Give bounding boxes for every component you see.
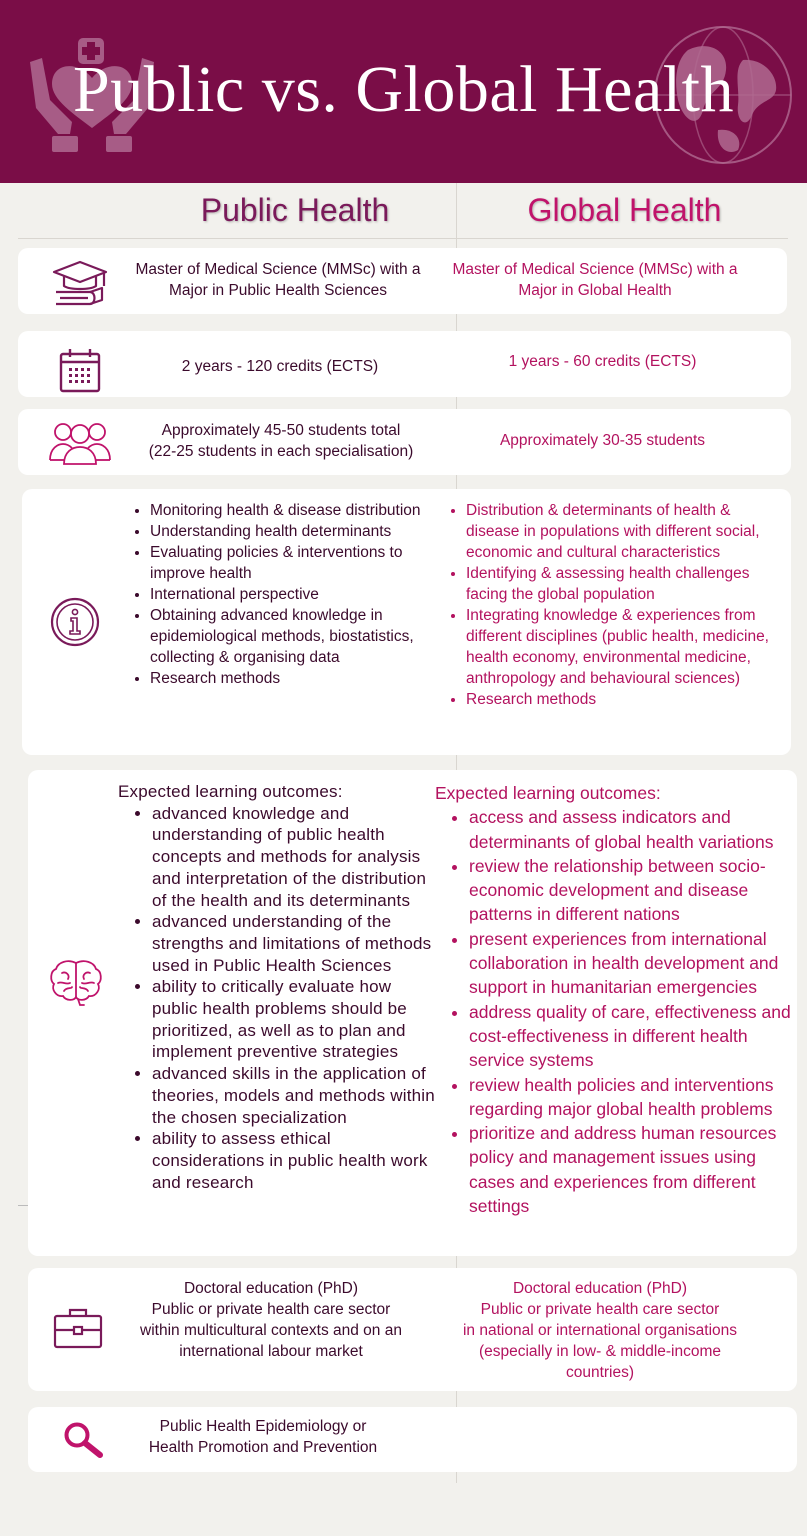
outcomes-global-title: Expected learning outcomes: <box>435 783 661 803</box>
list-item: • Research methods <box>466 689 780 710</box>
careers-global-line2: Public or private health care sector <box>480 1301 720 1318</box>
outcomes-public <box>118 781 436 1193</box>
duration-public: 2 years - 120 credits (ECTS) <box>181 358 379 375</box>
careers-public-line4: international labour market <box>179 1343 363 1360</box>
list-item: • International perspective <box>150 584 424 605</box>
degree-global: Master of Medical Science (MMSc) with a Major in Global Health <box>452 261 738 299</box>
students-public-line1: Approximately 45-50 students total <box>161 422 401 439</box>
list-item: • Obtaining advanced knowledge in epidemiological methods, biostatistics, collecting & organising data <box>150 605 424 668</box>
column-heading-public-health: Public Health <box>200 192 390 228</box>
careers-public <box>118 1278 424 1362</box>
duration-global: 1 years - 60 credits (ECTS) <box>508 353 697 370</box>
calendar-icon <box>58 348 102 394</box>
list-item: • Research methods <box>150 668 424 689</box>
list-item: • address quality of care, effectiveness and cost-effectiveness in different health service systems <box>469 1000 800 1073</box>
list-item: • Monitoring health & disease distribution <box>150 500 424 521</box>
careers-global-line3: in national or international organisations <box>462 1322 737 1339</box>
careers-global-line5: countries) <box>565 1364 635 1381</box>
magnifier-icon <box>62 1420 106 1460</box>
list-item: • Understanding health determinants <box>150 521 424 542</box>
outcomes-public-title: Expected learning outcomes: <box>118 782 343 801</box>
list-item: • present experiences from international collaboration in health development and support in humanitarian emergencies <box>469 927 800 1000</box>
students-global: Approximately 30-35 students <box>499 432 706 449</box>
careers-public-line1: Doctoral education (PhD) <box>183 1280 359 1297</box>
list-item: • review health policies and interventions regarding major global health problems <box>469 1073 800 1122</box>
people-icon <box>48 420 112 466</box>
list-item: • advanced understanding of the strengths and limitations of methods used in Public Health Sciences <box>152 911 436 976</box>
specialisation-public <box>118 1416 408 1458</box>
list-item: • advanced skills in the application of theories, models and methods within the chosen specialization <box>152 1063 436 1128</box>
heading-rule <box>18 238 788 239</box>
graduation-cap-icon <box>50 256 110 308</box>
specialisation-public-line2: Health Promotion and Prevention <box>148 1439 378 1456</box>
list-item: • ability to assess ethical considerations in public health work and research <box>152 1128 436 1193</box>
info-icon <box>50 597 100 647</box>
list-item: • Identifying & assessing health challenges facing the global population <box>466 563 780 605</box>
list-item: • access and assess indicators and determinants of global health variations <box>469 805 800 854</box>
list-item: • Distribution & determinants of health & disease in populations with different social, economic and cultural characteristics <box>466 500 780 563</box>
list-item: • prioritize and address human resources policy and management issues using cases and experiences from different settings <box>469 1121 800 1218</box>
briefcase-icon <box>52 1306 104 1350</box>
page-title: Public vs. Global Health <box>73 53 734 126</box>
list-item: • advanced knowledge and understanding of public health concepts and methods for analysis and interpretation of the distribution of the health and its determinants <box>152 803 436 912</box>
careers-global <box>446 1278 754 1383</box>
outcomes-global <box>435 781 800 1218</box>
list-item: • Evaluating policies & interventions to improve health <box>150 542 424 584</box>
careers-public-line3: within multicultural contexts and on an <box>140 1322 402 1339</box>
brain-icon <box>48 957 104 1007</box>
content-global-list <box>450 500 780 710</box>
students-public-line2: (22-25 students in each specialisation) <box>148 443 414 460</box>
column-heading-global-health: Global Health <box>527 192 722 228</box>
content-public-list <box>134 500 424 689</box>
careers-global-line1: Doctoral education (PhD) <box>512 1280 688 1297</box>
careers-public-line2: Public or private health care sector <box>151 1301 391 1318</box>
list-item: • ability to critically evaluate how public health problems should be prioritized, as well as to plan and implement preventive strategies <box>152 976 436 1063</box>
careers-global-line4: (especially in low- & middle-income <box>478 1343 722 1360</box>
degree-public: Master of Medical Science (MMSc) with a Major in Public Health Sciences <box>135 261 421 299</box>
side-tick <box>18 1205 28 1206</box>
list-item: • Integrating knowledge & experiences from different disciplines (public health, medicine, health economy, environmental medicine, anthropology and behavioural sciences) <box>466 605 780 689</box>
list-item: • review the relationship between socio-economic development and disease patterns in different nations <box>469 854 800 927</box>
header-banner <box>0 0 807 183</box>
specialisation-public-line1: Public Health Epidemiology or <box>159 1418 367 1435</box>
